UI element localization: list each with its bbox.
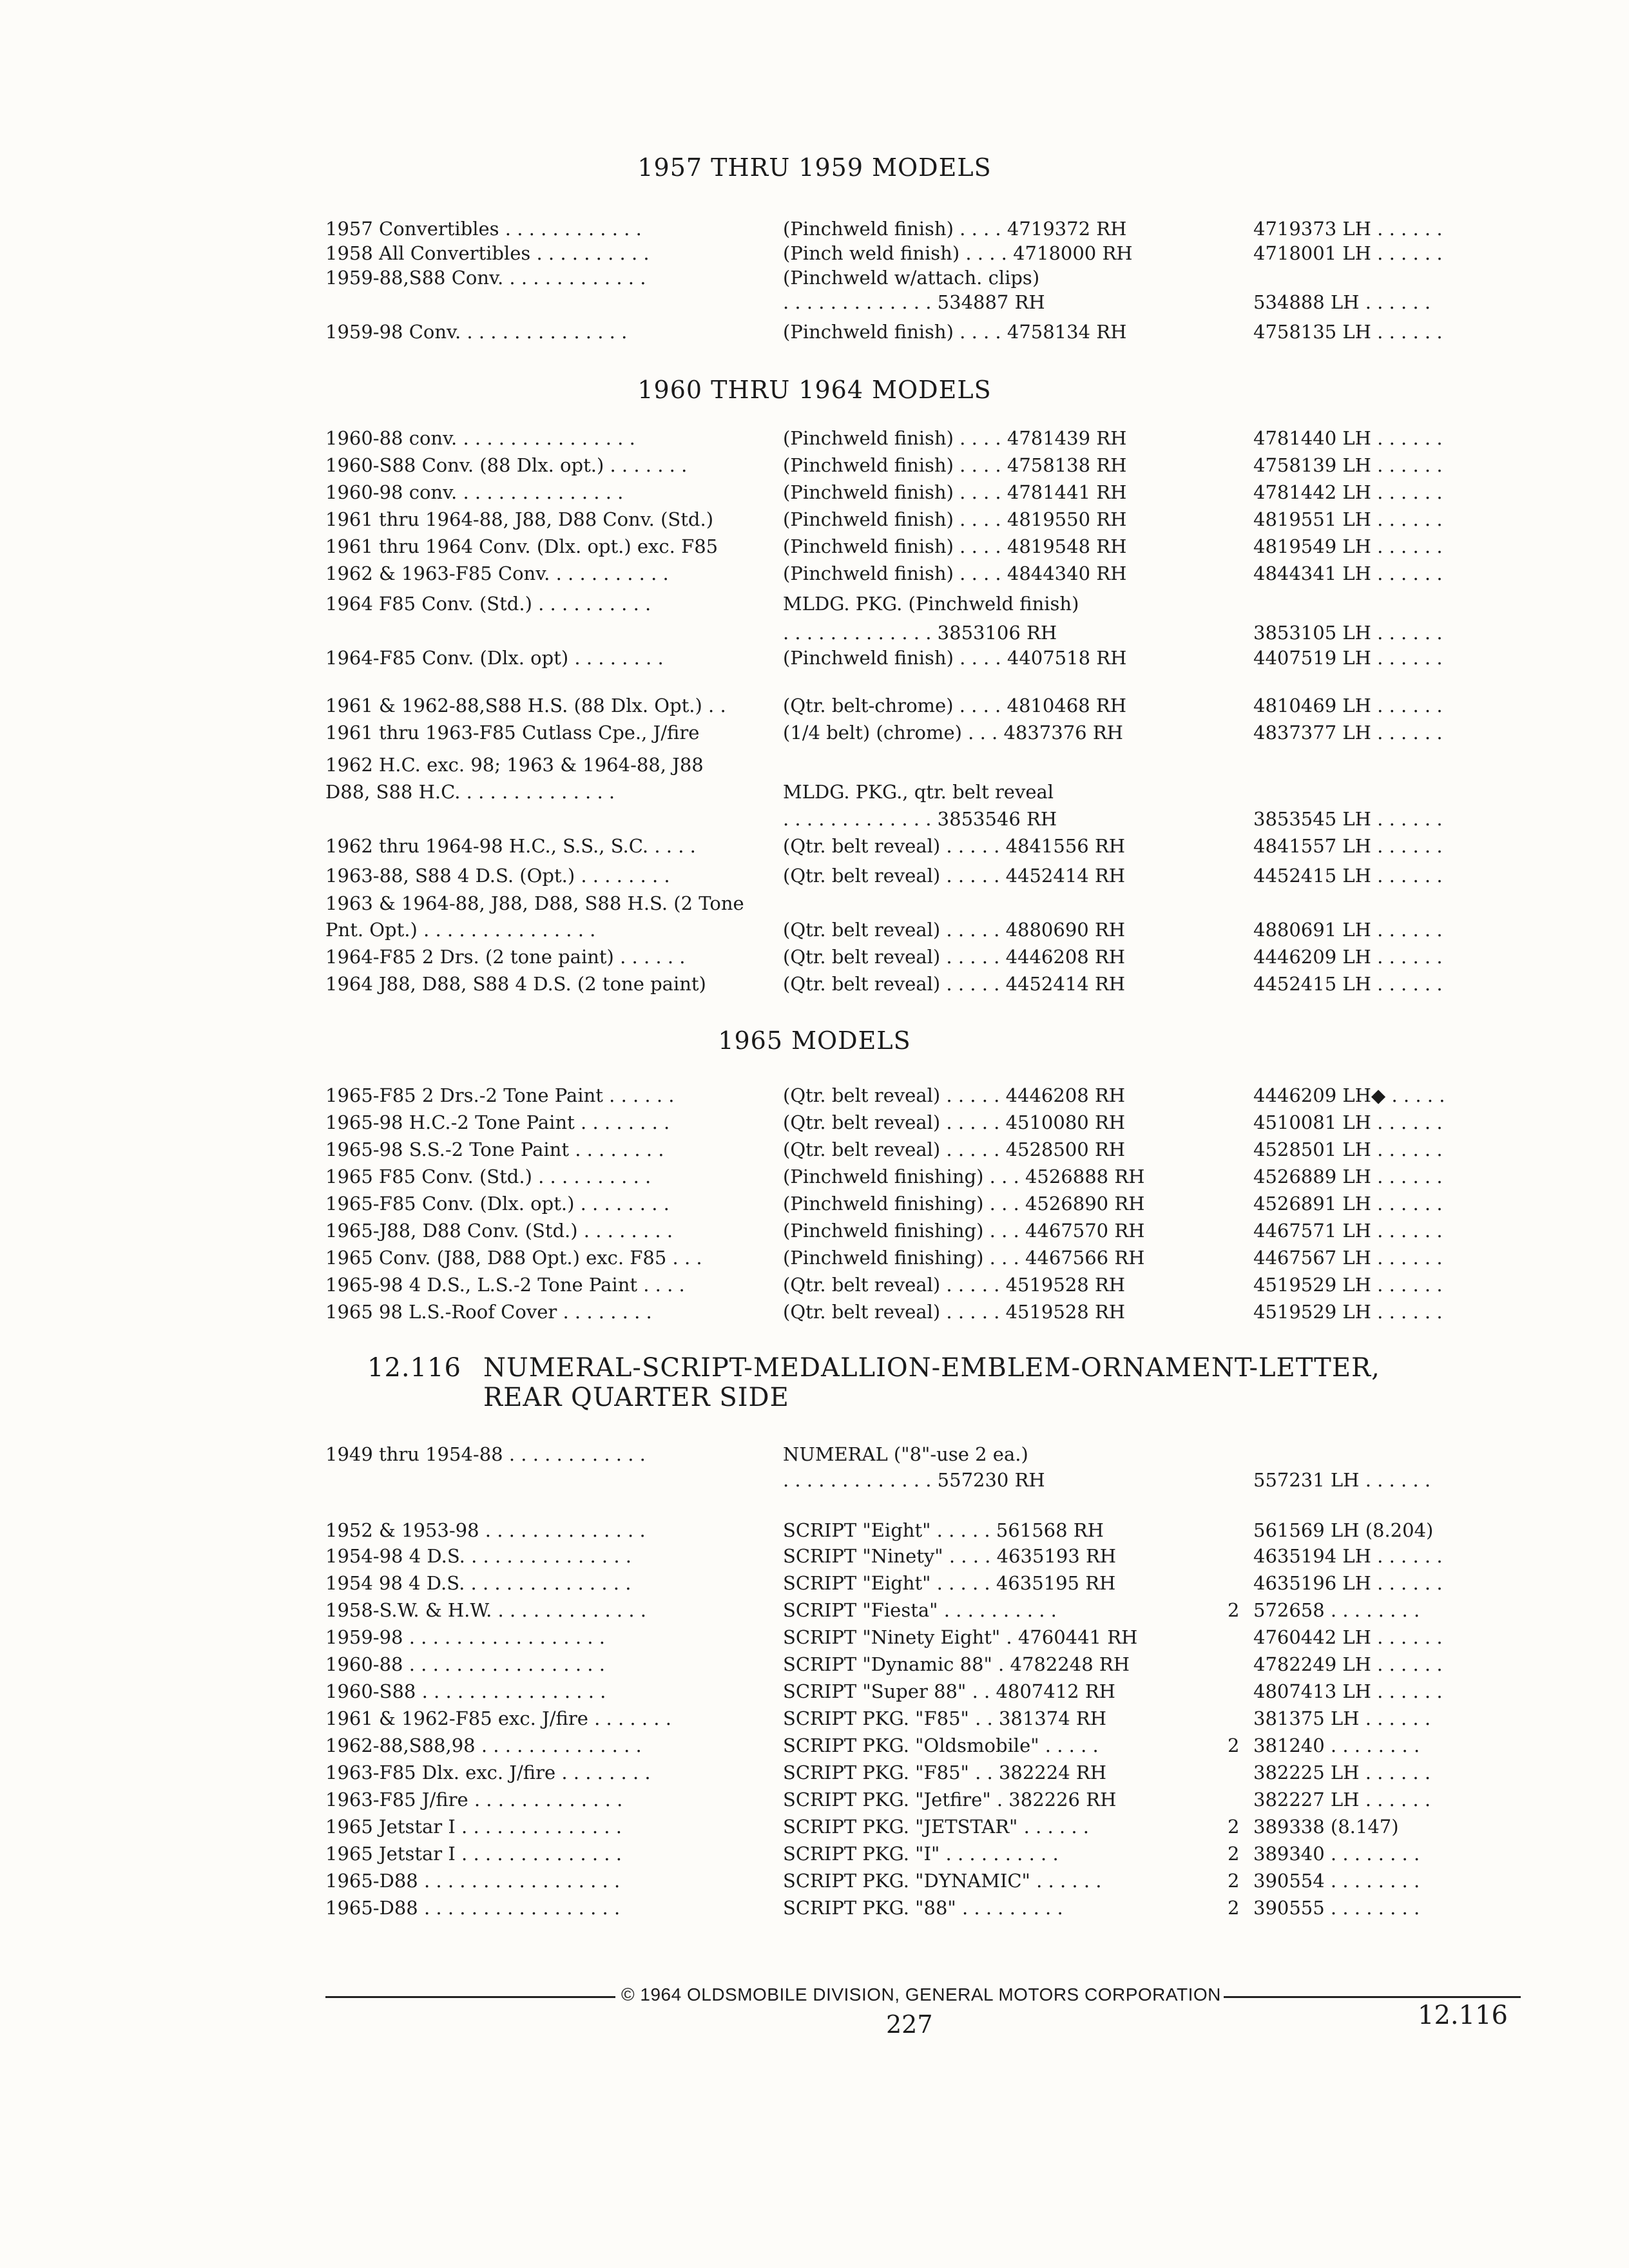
part-section-number: 12.116 [367,1353,461,1383]
table-row [0,1653,1629,1679]
part-lh-cell: 572658 . . . . . . . . [1253,1599,1420,1621]
description-rh-cell: SCRIPT PKG. "Oldsmobile" . . . . . [783,1735,1099,1756]
table-row [0,781,1629,807]
application-cell: 1963-88, S88 4 D.S. (Opt.) . . . . . . . . [325,865,670,887]
part-lh-cell: 4519529 LH . . . . . . [1253,1274,1443,1296]
table-row [0,946,1629,972]
table-row [0,1843,1629,1869]
table-row [0,321,1629,347]
part-lh-cell: 381375 LH . . . . . . [1253,1707,1431,1729]
table-row [0,1139,1629,1164]
description-rh-cell: (Qtr. belt reveal) . . . . . 4528500 RH [783,1139,1126,1160]
part-lh-cell: 4782249 LH . . . . . . [1253,1653,1443,1675]
table-row [0,1301,1629,1327]
description-rh-cell: (Pinchweld finish) . . . . 4758134 RH [783,321,1127,343]
part-lh-cell: 382225 LH . . . . . . [1253,1762,1431,1783]
table-row [0,1084,1629,1110]
table-row [0,835,1629,861]
application-cell: 1954 98 4 D.S. . . . . . . . . . . . . . . [325,1572,631,1594]
description-rh-cell: (Pinchweld finishing) . . . 4467566 RH [783,1247,1145,1269]
section-title-1960-1964: 1960 THRU 1964 MODELS [637,376,992,404]
part-lh-cell: 4452415 LH . . . . . . [1253,865,1443,887]
application-cell: 1964-F85 Conv. (Dlx. opt) . . . . . . . . [325,647,664,669]
description-rh-cell: (Qtr. belt reveal) . . . . . 4841556 RH [783,835,1126,857]
application-cell: 1965 Jetstar I . . . . . . . . . . . . . . [325,1816,622,1838]
table-row [0,1789,1629,1814]
description-rh-cell: SCRIPT "Eight" . . . . . 561568 RH [783,1519,1104,1541]
application-cell: 1962 & 1963-F85 Conv. . . . . . . . . . . [325,562,669,584]
part-lh-cell: 390554 . . . . . . . . [1253,1870,1420,1892]
application-cell: 1965-D88 . . . . . . . . . . . . . . . . . [325,1897,621,1919]
application-cell: 1965 Jetstar I . . . . . . . . . . . . . . [325,1843,622,1865]
part-lh-cell: 4519529 LH . . . . . . [1253,1301,1443,1323]
table-row [0,622,1629,648]
table-row [0,1707,1629,1733]
description-rh-cell: (Pinchweld finish) . . . . 4407518 RH [783,647,1127,669]
description-rh-cell: SCRIPT "Super 88" . . 4807412 RH [783,1680,1115,1702]
description-rh-cell: (Pinchweld finishing) . . . 4467570 RH [783,1220,1145,1242]
section-title-1957-1959: 1957 THRU 1959 MODELS [637,153,992,182]
table-row [0,892,1629,918]
table-row [0,1247,1629,1273]
application-cell: D88, S88 H.C. . . . . . . . . . . . . . [325,781,615,803]
description-rh-cell: (Pinchweld finish) . . . . 4758138 RH [783,454,1127,476]
part-lh-cell: 4407519 LH . . . . . . [1253,647,1443,669]
description-rh-cell: SCRIPT PKG. "F85" . . 382224 RH [783,1762,1107,1783]
application-cell: 1960-88 . . . . . . . . . . . . . . . . . [325,1653,605,1675]
table-row [0,1166,1629,1191]
table-row [0,1111,1629,1137]
quantity-cell: 2 [1228,1816,1240,1838]
application-cell: 1961 thru 1964 Conv. (Dlx. opt.) exc. F85 [325,535,718,557]
table-row [0,722,1629,747]
table-row [0,1274,1629,1300]
description-rh-cell: (Pinchweld finish) . . . . 4819548 RH [783,535,1127,557]
description-rh-cell: (Pinchweld finish) . . . . 4781441 RH [783,481,1127,503]
part-lh-cell: 4446209 LH◆ . . . . . [1253,1084,1445,1106]
part-lh-cell: 389340 . . . . . . . . [1253,1843,1420,1865]
description-rh-cell: SCRIPT PKG. "F85" . . 381374 RH [783,1707,1107,1729]
quantity-cell: 2 [1228,1870,1240,1892]
description-rh-cell: (Pinchweld finishing) . . . 4526888 RH [783,1166,1145,1187]
table-row [0,1572,1629,1598]
application-cell: 1960-88 conv. . . . . . . . . . . . . . . . [325,427,635,449]
part-lh-cell: 4837377 LH . . . . . . [1253,722,1443,744]
application-cell: 1962 H.C. exc. 98; 1963 & 1964-88, J88 [325,754,704,776]
description-rh-cell: (1/4 belt) (chrome) . . . 4837376 RH [783,722,1123,744]
part-lh-cell: 4807413 LH . . . . . . [1253,1680,1443,1702]
part-lh-cell: 4758135 LH . . . . . . [1253,321,1443,343]
table-row [0,454,1629,480]
table-row [0,218,1629,244]
description-rh-cell: . . . . . . . . . . . . . 557230 RH [783,1469,1045,1491]
description-rh-cell: (Qtr. belt reveal) . . . . . 4446208 RH [783,1084,1126,1106]
part-section-title-line1: NUMERAL-SCRIPT-MEDALLION-EMBLEM-ORNAMENT-LETTER, [483,1353,1380,1383]
application-cell: 1965-J88, D88 Conv. (Std.) . . . . . . . . [325,1220,673,1242]
application-cell: 1964 F85 Conv. (Std.) . . . . . . . . . . [325,593,651,615]
description-rh-cell: SCRIPT "Eight" . . . . . 4635195 RH [783,1572,1116,1594]
part-lh-cell: 4526889 LH . . . . . . [1253,1166,1443,1187]
part-lh-cell: 4467567 LH . . . . . . [1253,1247,1443,1269]
table-row [0,508,1629,534]
part-lh-cell: 4760442 LH . . . . . . [1253,1626,1443,1648]
description-rh-cell: (Qtr. belt reveal) . . . . . 4519528 RH [783,1274,1126,1296]
part-lh-cell: 4810469 LH . . . . . . [1253,695,1443,716]
description-rh-cell: SCRIPT "Ninety Eight" . 4760441 RH [783,1626,1138,1648]
application-cell: 1959-88,S88 Conv. . . . . . . . . . . . . [325,267,646,289]
application-cell: 1961 & 1962-F85 exc. J/fire . . . . . . . [325,1707,671,1729]
description-rh-cell: . . . . . . . . . . . . . 3853546 RH [783,808,1057,830]
description-rh-cell: SCRIPT "Fiesta" . . . . . . . . . . [783,1599,1057,1621]
description-rh-cell: SCRIPT PKG. "I" . . . . . . . . . . [783,1843,1059,1865]
application-cell: 1952 & 1953-98 . . . . . . . . . . . . . . [325,1519,646,1541]
description-rh-cell: SCRIPT PKG. "JETSTAR" . . . . . . [783,1816,1090,1838]
table-row [0,1870,1629,1896]
description-rh-cell: MLDG. PKG. (Pinchweld finish) [783,593,1079,615]
part-lh-cell: 382227 LH . . . . . . [1253,1789,1431,1811]
part-lh-cell: 4781440 LH . . . . . . [1253,427,1443,449]
description-rh-cell: (Qtr. belt reveal) . . . . . 4446208 RH [783,946,1126,968]
description-rh-cell: (Qtr. belt reveal) . . . . . 4452414 RH [783,973,1126,995]
part-section-title-line2: REAR QUARTER SIDE [483,1383,789,1412]
application-cell: 1962-88,S88,98 . . . . . . . . . . . . . . [325,1735,642,1756]
application-cell: 1963-F85 J/fire . . . . . . . . . . . . . [325,1789,623,1811]
description-rh-cell: (Pinchweld finish) . . . . 4781439 RH [783,427,1127,449]
application-cell: 1961 & 1962-88,S88 H.S. (88 Dlx. Opt.) . . [325,695,726,716]
table-row [0,535,1629,561]
application-cell: 1961 thru 1964-88, J88, D88 Conv. (Std.) [325,508,714,530]
description-rh-cell: (Qtr. belt reveal) . . . . . 4510080 RH [783,1111,1126,1133]
quantity-cell: 2 [1228,1599,1240,1621]
table-row [0,242,1629,268]
part-lh-cell: 561569 LH (8.204) [1253,1519,1434,1541]
description-rh-cell: (Qtr. belt reveal) . . . . . 4452414 RH [783,865,1126,887]
description-rh-cell: SCRIPT "Ninety" . . . . 4635193 RH [783,1545,1117,1567]
application-cell: 1958 All Convertibles . . . . . . . . . . [325,242,650,264]
table-row [0,1443,1629,1469]
part-lh-cell: 534888 LH . . . . . . [1253,291,1431,313]
description-rh-cell: . . . . . . . . . . . . . 534887 RH [783,291,1045,313]
part-lh-cell: 4844341 LH . . . . . . [1253,562,1443,584]
description-rh-cell: (Pinchweld finishing) . . . 4526890 RH [783,1193,1145,1215]
part-lh-cell: 4880691 LH . . . . . . [1253,919,1443,941]
table-row [0,1545,1629,1571]
part-lh-cell: 4819549 LH . . . . . . [1253,535,1443,557]
application-cell: 1965-98 4 D.S., L.S.-2 Tone Paint . . . . [325,1274,685,1296]
section-title-1965: 1965 MODELS [718,1026,911,1055]
table-row [0,1469,1629,1495]
quantity-cell: 2 [1228,1843,1240,1865]
table-row [0,427,1629,453]
part-lh-cell: 4452415 LH . . . . . . [1253,973,1443,995]
part-lh-cell: 4781442 LH . . . . . . [1253,481,1443,503]
application-cell: 1965-F85 2 Drs.-2 Tone Paint . . . . . . [325,1084,675,1106]
application-cell: 1957 Convertibles . . . . . . . . . . . . [325,218,642,240]
application-cell: 1965-F85 Conv. (Dlx. opt.) . . . . . . . . [325,1193,670,1215]
application-cell: 1963-F85 Dlx. exc. J/fire . . . . . . . . [325,1762,651,1783]
table-row [0,865,1629,890]
application-cell: 1960-98 conv. . . . . . . . . . . . . . . [325,481,624,503]
application-cell: 1964 J88, D88, S88 4 D.S. (2 tone paint) [325,973,706,995]
part-lh-cell: 389338 (8.147) [1253,1816,1399,1838]
table-row [0,1680,1629,1706]
application-cell: 1954-98 4 D.S. . . . . . . . . . . . . . . [325,1545,631,1567]
table-row [0,1519,1629,1545]
description-rh-cell: (Pinchweld w/attach. clips) [783,267,1040,289]
application-cell: 1962 thru 1964-98 H.C., S.S., S.C. . . . . [325,835,696,857]
description-rh-cell: (Qtr. belt reveal) . . . . . 4519528 RH [783,1301,1126,1323]
application-cell: 1949 thru 1954-88 . . . . . . . . . . . . [325,1443,646,1465]
part-lh-cell: 4467571 LH . . . . . . [1253,1220,1443,1242]
description-rh-cell: (Pinchweld finish) . . . . 4844340 RH [783,562,1127,584]
part-lh-cell: 4510081 LH . . . . . . [1253,1111,1443,1133]
table-row [0,647,1629,673]
table-row [0,1897,1629,1923]
application-cell: 1965 F85 Conv. (Std.) . . . . . . . . . . [325,1166,651,1187]
table-row [0,1816,1629,1841]
application-cell: 1958-S.W. & H.W. . . . . . . . . . . . . . [325,1599,646,1621]
footer-rule-left [325,1996,615,1998]
application-cell: 1959-98 . . . . . . . . . . . . . . . . . [325,1626,605,1648]
part-lh-cell: 4718001 LH . . . . . . [1253,242,1443,264]
table-row [0,291,1629,317]
table-row [0,1735,1629,1760]
application-cell: 1965-98 H.C.-2 Tone Paint . . . . . . . . [325,1111,670,1133]
application-cell: 1963 & 1964-88, J88, D88, S88 H.S. (2 Tone [325,892,744,914]
table-row [0,1626,1629,1652]
table-row [0,919,1629,945]
part-lh-cell: 4719373 LH . . . . . . [1253,218,1443,240]
part-lh-cell: 4819551 LH . . . . . . [1253,508,1443,530]
application-cell: 1965 98 L.S.-Roof Cover . . . . . . . . [325,1301,652,1323]
part-lh-cell: 4841557 LH . . . . . . [1253,835,1443,857]
application-cell: Pnt. Opt.) . . . . . . . . . . . . . . . [325,919,596,941]
table-row [0,1193,1629,1218]
table-row [0,695,1629,720]
application-cell: 1965-98 S.S.-2 Tone Paint . . . . . . . . [325,1139,664,1160]
description-rh-cell: MLDG. PKG., qtr. belt reveal [783,781,1054,803]
part-lh-cell: 3853545 LH . . . . . . [1253,808,1443,830]
description-rh-cell: SCRIPT PKG. "Jetfire" . 382226 RH [783,1789,1117,1811]
part-lh-cell: 4635194 LH . . . . . . [1253,1545,1443,1567]
description-rh-cell: . . . . . . . . . . . . . 3853106 RH [783,622,1057,644]
application-cell: 1965 Conv. (J88, D88 Opt.) exc. F85 . . . [325,1247,702,1269]
part-lh-cell: 4528501 LH . . . . . . [1253,1139,1443,1160]
part-lh-cell: 4526891 LH . . . . . . [1253,1193,1443,1215]
table-row [0,481,1629,507]
description-rh-cell: (Qtr. belt reveal) . . . . . 4880690 RH [783,919,1126,941]
footer-rule-right [1173,1996,1521,1998]
footer-copyright: © 1964 OLDSMOBILE DIVISION, GENERAL MOTORS CORPORATION [619,1984,1224,2005]
table-row [0,267,1629,293]
part-lh-cell: 381240 . . . . . . . . [1253,1735,1420,1756]
description-rh-cell: SCRIPT "Dynamic 88" . 4782248 RH [783,1653,1130,1675]
quantity-cell: 2 [1228,1897,1240,1919]
table-row [0,754,1629,780]
description-rh-cell: SCRIPT PKG. "88" . . . . . . . . . [783,1897,1063,1919]
part-lh-cell: 4446209 LH . . . . . . [1253,946,1443,968]
description-rh-cell: (Qtr. belt-chrome) . . . . 4810468 RH [783,695,1126,716]
table-row [0,1220,1629,1245]
footer-section-number: 12.116 [1418,2001,1508,2030]
table-row [0,808,1629,834]
part-lh-cell: 4758139 LH . . . . . . [1253,454,1443,476]
part-lh-cell: 390555 . . . . . . . . [1253,1897,1420,1919]
part-section-heading [367,1353,1380,1412]
application-cell: 1964-F85 2 Drs. (2 tone paint) . . . . . . [325,946,686,968]
table-row [0,562,1629,588]
description-rh-cell: (Pinchweld finish) . . . . 4719372 RH [783,218,1127,240]
application-cell: 1960-S88 Conv. (88 Dlx. opt.) . . . . . . . [325,454,688,476]
application-cell: 1965-D88 . . . . . . . . . . . . . . . . . [325,1870,621,1892]
part-lh-cell: 4635196 LH . . . . . . [1253,1572,1443,1594]
description-rh-cell: (Pinchweld finish) . . . . 4819550 RH [783,508,1127,530]
description-rh-cell: (Pinch weld finish) . . . . 4718000 RH [783,242,1133,264]
table-row [0,1762,1629,1787]
application-cell: 1961 thru 1963-F85 Cutlass Cpe., J/fire [325,722,700,744]
part-lh-cell: 3853105 LH . . . . . . [1253,622,1443,644]
page-number: 227 [886,2010,933,2039]
part-lh-cell: 557231 LH . . . . . . [1253,1469,1431,1491]
table-row [0,973,1629,999]
description-rh-cell: SCRIPT PKG. "DYNAMIC" . . . . . . [783,1870,1102,1892]
application-cell: 1960-S88 . . . . . . . . . . . . . . . . [325,1680,606,1702]
quantity-cell: 2 [1228,1735,1240,1756]
table-row [0,593,1629,619]
application-cell: 1959-98 Conv. . . . . . . . . . . . . . . [325,321,628,343]
table-row [0,1599,1629,1625]
description-rh-cell: NUMERAL ("8"-use 2 ea.) [783,1443,1028,1465]
